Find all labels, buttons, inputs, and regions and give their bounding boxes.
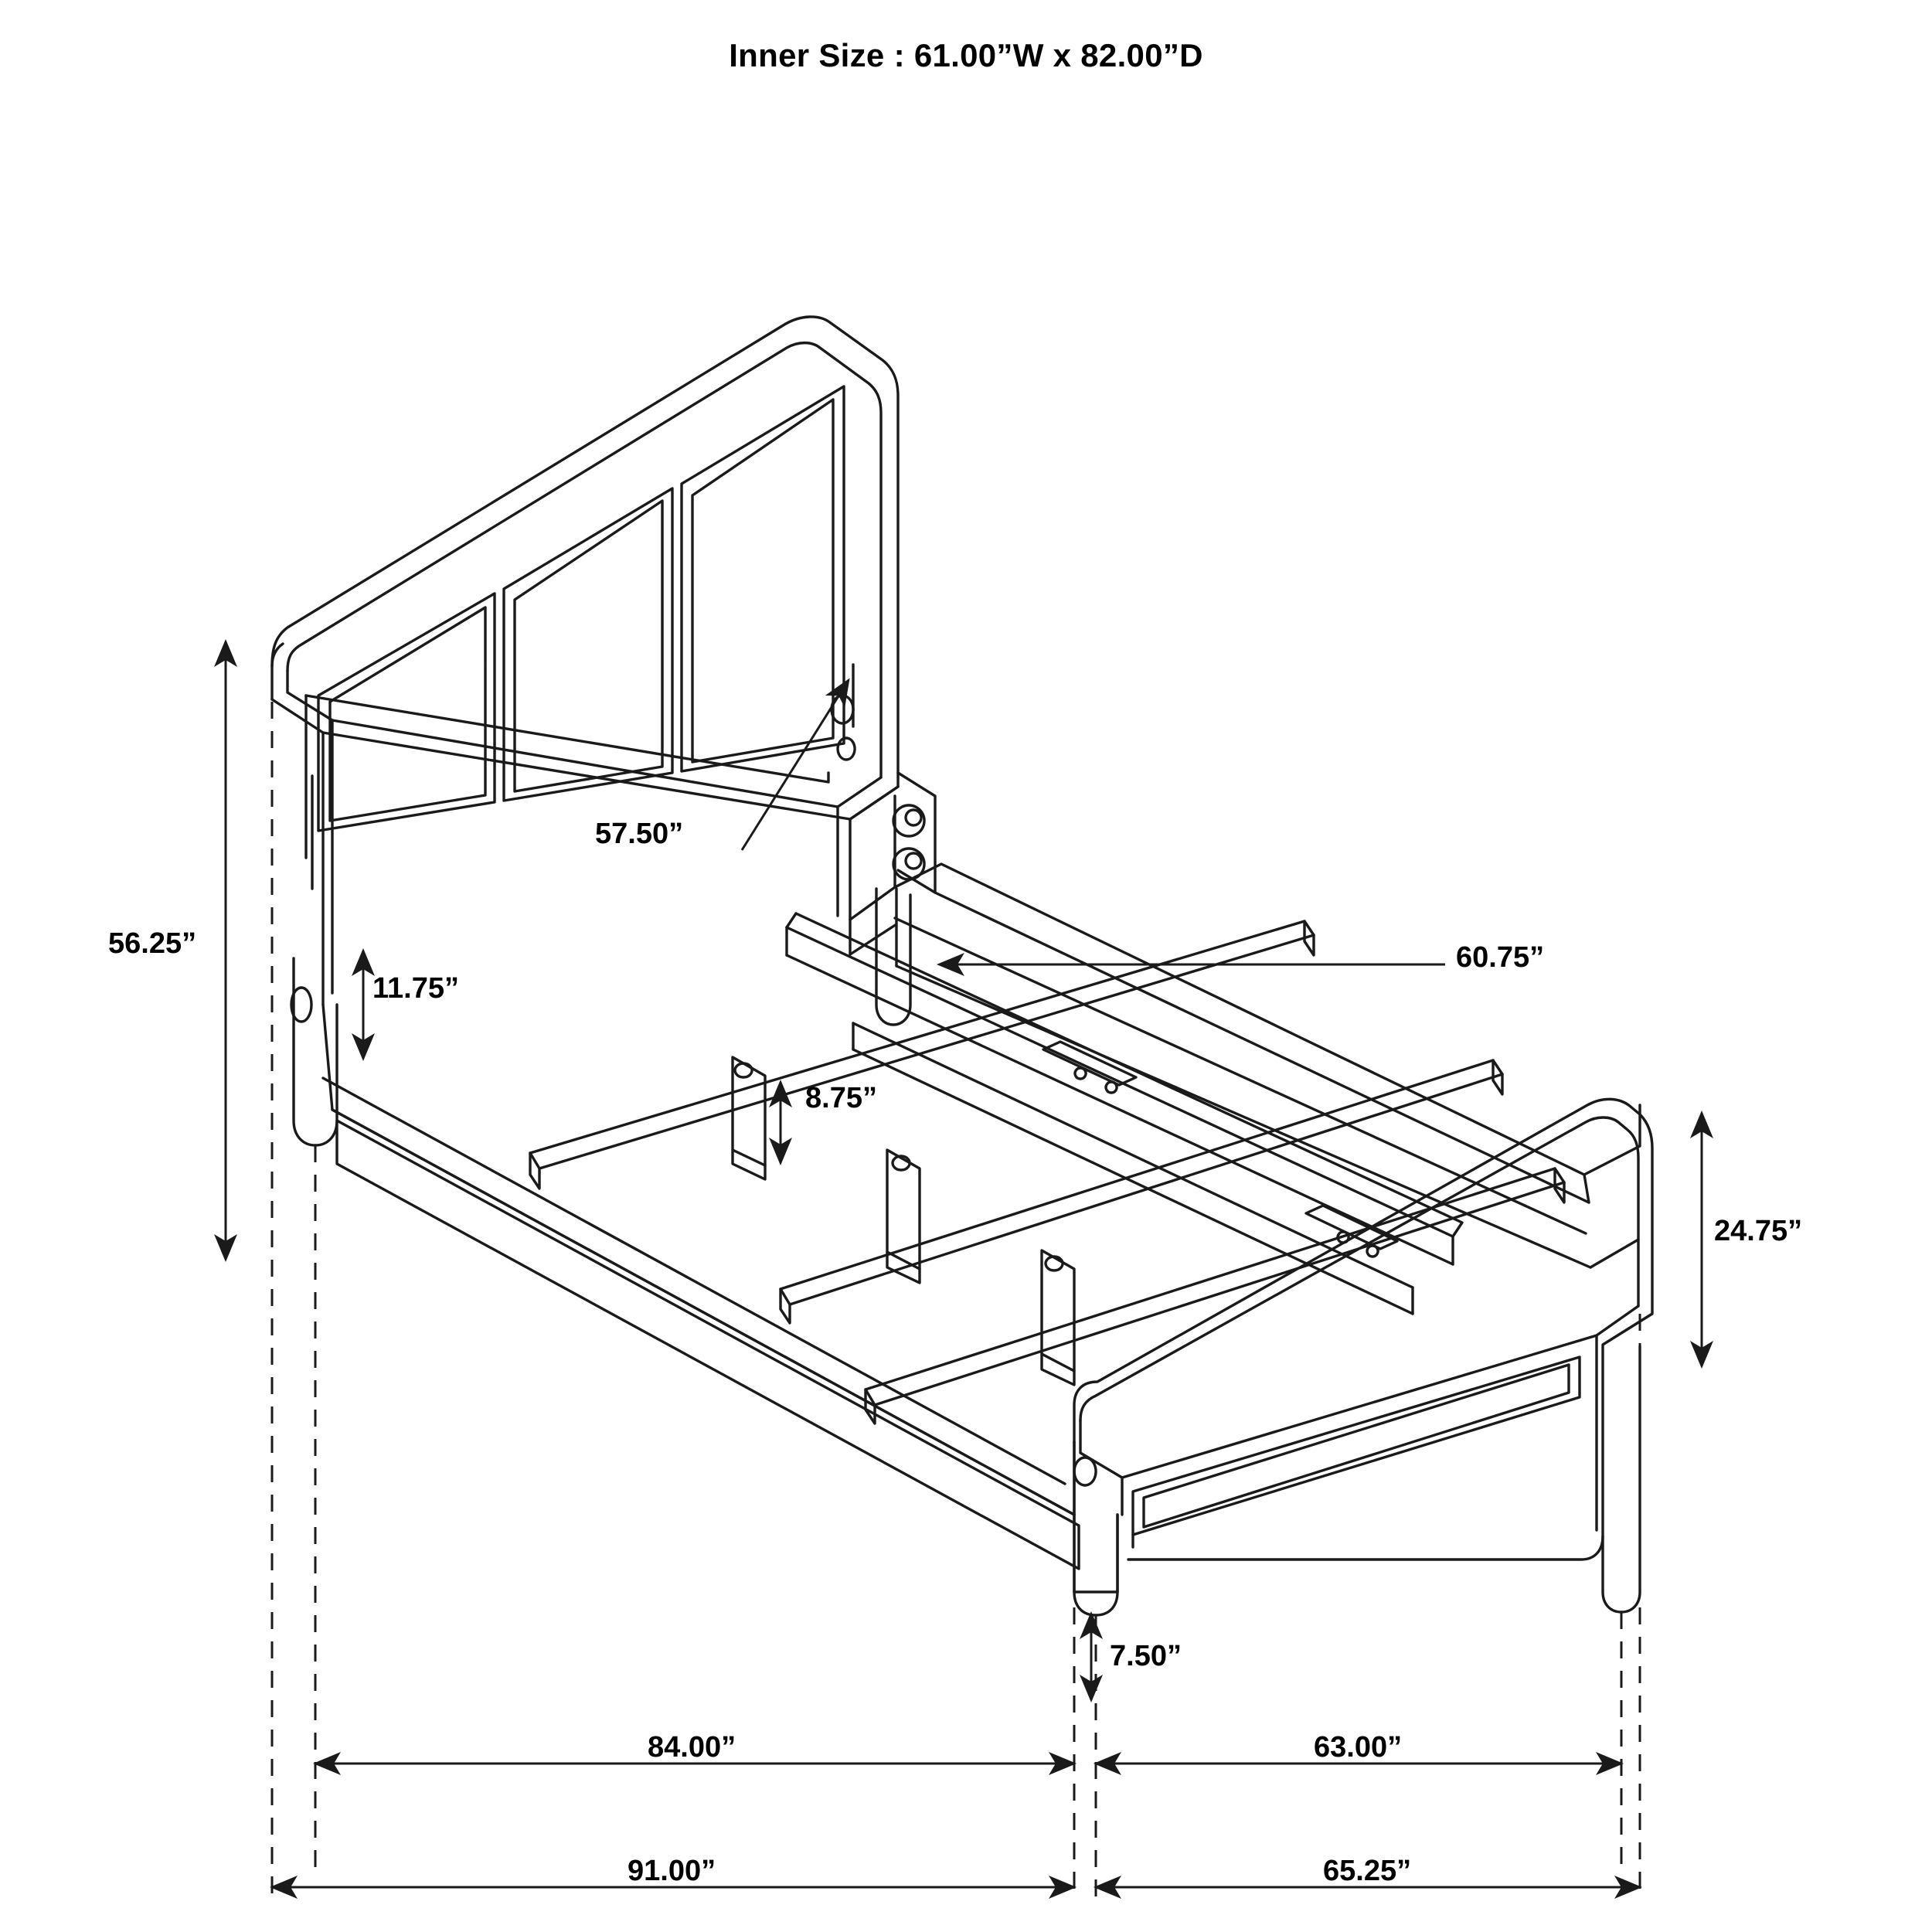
dim-label-headboard-overall-height: 56.25” (108, 927, 197, 960)
dim-label-footboard-depth-span: 63.00” (1314, 1731, 1403, 1764)
dim-label-inner-frame-width: 60.75” (1456, 941, 1545, 974)
dim-label-overall-length: 91.00” (628, 1855, 716, 1887)
dim-label-footboard-height: 24.75” (1714, 1215, 1803, 1247)
dim-label-headboard-clearance: 11.75” (372, 972, 459, 1005)
extension-lines (272, 672, 1640, 1901)
dim-label-footboard-ground-clearance: 7.50” (1110, 1640, 1182, 1672)
page-title: Inner Size : 61.00”W x 82.00”D (729, 37, 1203, 73)
dim-label-overall-depth-span: 65.25” (1323, 1855, 1412, 1887)
dim-line-57-50 (742, 680, 849, 850)
dim-label-slat-support-height: 8.75” (805, 1082, 877, 1114)
dim-label-side-rail-length: 84.00” (648, 1731, 736, 1764)
dimension-lines (226, 641, 1702, 1901)
bed-outline-group (272, 317, 1652, 1615)
dim-label-headboard-panel-width: 57.50” (595, 818, 684, 850)
